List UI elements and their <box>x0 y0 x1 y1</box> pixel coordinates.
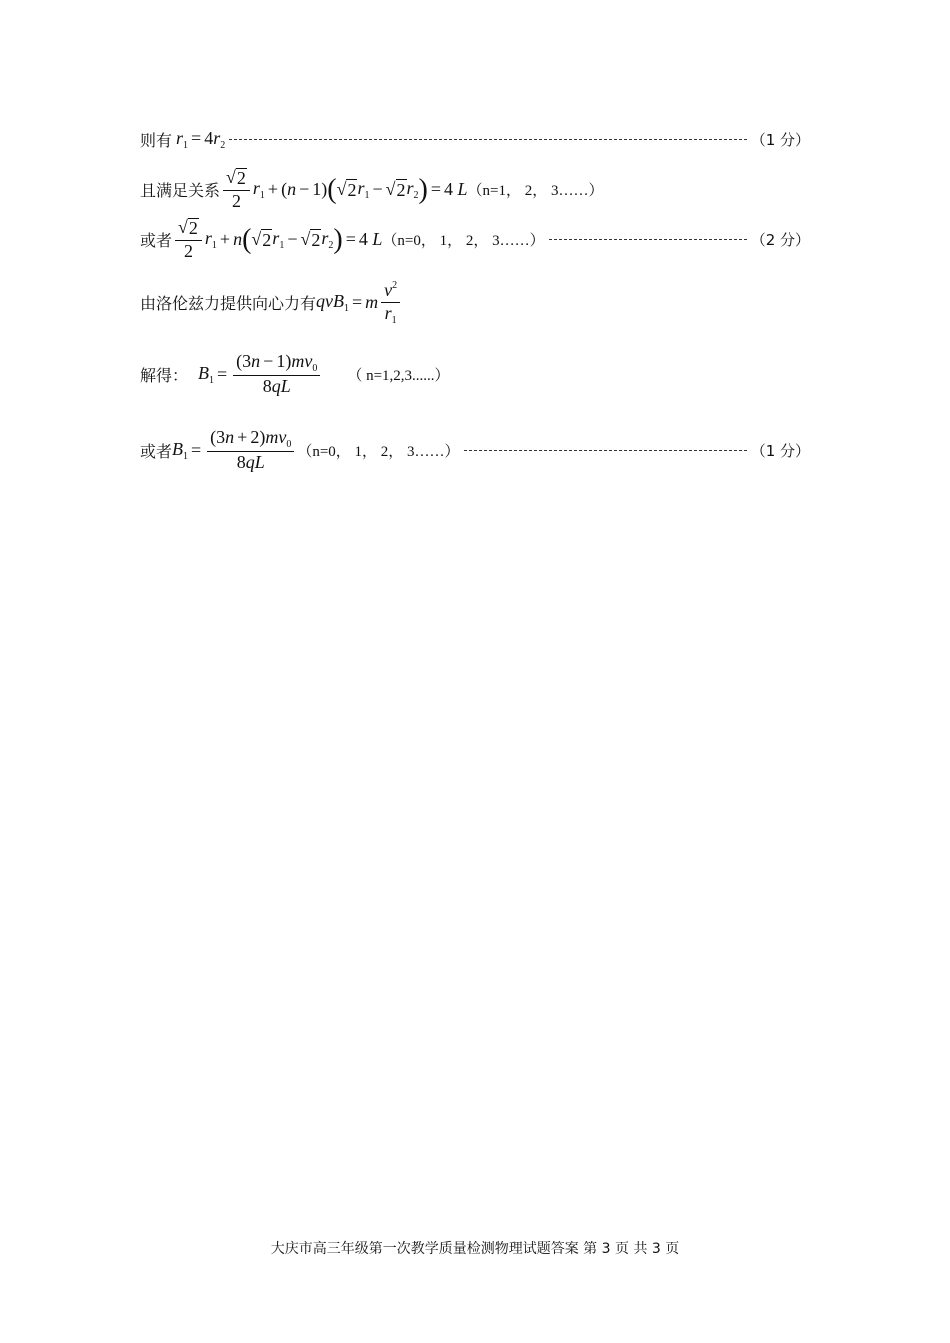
answer-line-6 <box>140 428 810 473</box>
line-4-prefix: 由洛伦兹力提供向心力有 <box>140 294 317 314</box>
condition-6: （n=0， 1， 2， 3……） <box>297 443 460 460</box>
page-footer: 大庆市高三年级第一次教学质量检测物理试题答案 第 3 页 共 3 页 <box>270 1241 680 1257</box>
formula-r1-eq-4r2: $r_1 = 4r_2$ <box>176 128 226 151</box>
line-5-prefix: 解得： <box>140 365 189 385</box>
line-1-prefix: 则有 <box>140 131 173 150</box>
answer-line-1 <box>140 128 810 151</box>
dotted-leader <box>464 450 747 451</box>
condition-2: （n=1， 2， 3……） <box>467 183 604 200</box>
answer-line-4 <box>140 280 810 326</box>
dotted-leader <box>549 239 747 240</box>
answer-line-5 <box>140 352 810 397</box>
dotted-leader <box>229 139 746 140</box>
score-1: （1 分） <box>750 131 810 149</box>
answer-line-2 <box>140 168 810 212</box>
condition-3: （n=0， 1， 2， 3……） <box>382 233 545 250</box>
formula-lorentz: qvB$_1$ = m $\frac{v^2}{r_1}$ <box>316 280 403 326</box>
score-2: （2 分） <box>750 231 810 250</box>
formula-relation-2: √ 2 2 $r_1$ + n ( √ 2 $r_1$ − √ 2 $r_2$ ) = 4 L <box>172 218 382 262</box>
score-3: （1 分） <box>750 441 810 460</box>
line-3-prefix: 或者 <box>140 231 173 251</box>
formula-b1-solution-2: $B_1$ = $\frac{(3n + 2)mv_0}{8qL}$ <box>172 428 297 473</box>
formula-relation-1: √ 2 2 $r_1$ + ( n − 1) ( √ 2 $r_1$ − √ 2 $r_2$ ) = 4 L <box>220 168 468 212</box>
condition-5: （ n=1,2,3......） <box>347 367 450 384</box>
formula-b1-solution-1: $B_1$ = $\frac{(3n - 1)mv_0}{8qL}$ <box>198 352 323 397</box>
line-6-prefix: 或者 <box>140 441 173 461</box>
line-2-prefix: 且满足关系 <box>140 181 221 201</box>
answer-line-3 <box>140 218 810 262</box>
